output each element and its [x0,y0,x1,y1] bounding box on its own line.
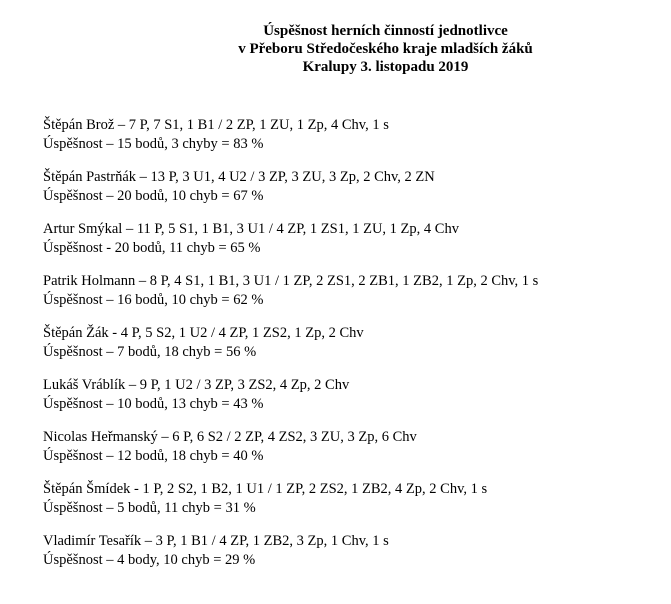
player-result: Úspěšnost – 5 bodů, 11 chyb = 31 % [43,500,256,516]
player-entry [43,480,663,518]
header-title: Úspěšnost herních činností jednotlivce [263,23,508,39]
player-entry [43,428,663,466]
player-result: Úspěšnost – 20 bodů, 10 chyb = 67 % [43,188,264,204]
player-stats: Lukáš Vráblík – 9 P, 1 U2 / 3 ZP, 3 ZS2, 4 Zp, 2 Chv [43,377,350,393]
player-result: Úspěšnost – 4 body, 10 chyb = 29 % [43,552,256,568]
player-result: Úspěšnost – 7 bodů, 18 chyb = 56 % [43,344,257,360]
document-header [0,22,671,76]
player-stats: Štěpán Žák - 4 P, 5 S2, 1 U2 / 4 ZP, 1 ZS2, 1 Zp, 2 Chv [43,325,364,341]
header-date-location: Kralupy 3. listopadu 2019 [302,59,469,75]
player-entry [43,324,663,362]
player-stats: Artur Smýkal – 11 P, 5 S1, 1 B1, 3 U1 / 4 ZP, 1 ZS1, 1 ZU, 1 Zp, 4 Chv [43,221,459,237]
player-result: Úspěšnost – 15 bodů, 3 chyby = 83 % [43,136,264,152]
player-stats: Nicolas Heřmanský – 6 P, 6 S2 / 2 ZP, 4 ZS2, 3 ZU, 3 Zp, 6 Chv [43,429,417,445]
player-entry [43,272,663,310]
header-subtitle: v Přeboru Středočeského kraje mladších žáků [238,41,533,57]
player-stats: Vladimír Tesařík – 3 P, 1 B1 / 4 ZP, 1 ZB2, 3 Zp, 1 Chv, 1 s [43,533,389,549]
player-entry [43,220,663,258]
player-entry [43,168,663,206]
player-entry [43,376,663,414]
player-entry [43,116,663,154]
player-stats: Štěpán Šmídek - 1 P, 2 S2, 1 B2, 1 U1 / 1 ZP, 2 ZS2, 1 ZB2, 4 Zp, 2 Chv, 1 s [43,481,488,497]
player-result: Úspěšnost – 16 bodů, 10 chyb = 62 % [43,292,264,308]
player-stats: Štěpán Brož – 7 P, 7 S1, 1 B1 / 2 ZP, 1 ZU, 1 Zp, 4 Chv, 1 s [43,117,389,133]
player-entry [43,532,663,570]
player-stats: Patrik Holmann – 8 P, 4 S1, 1 B1, 3 U1 / 1 ZP, 2 ZS1, 2 ZB1, 1 ZB2, 1 Zp, 2 Chv, 1 s [43,273,539,289]
player-result: Úspěšnost – 12 bodů, 18 chyb = 40 % [43,448,264,464]
player-stats: Štěpán Pastrňák – 13 P, 3 U1, 4 U2 / 3 ZP, 3 ZU, 3 Zp, 2 Chv, 2 ZN [43,169,435,185]
player-list [43,116,663,584]
player-result: Úspěšnost – 10 bodů, 13 chyb = 43 % [43,396,264,412]
player-result: Úspěšnost - 20 bodů, 11 chyb = 65 % [43,240,261,256]
